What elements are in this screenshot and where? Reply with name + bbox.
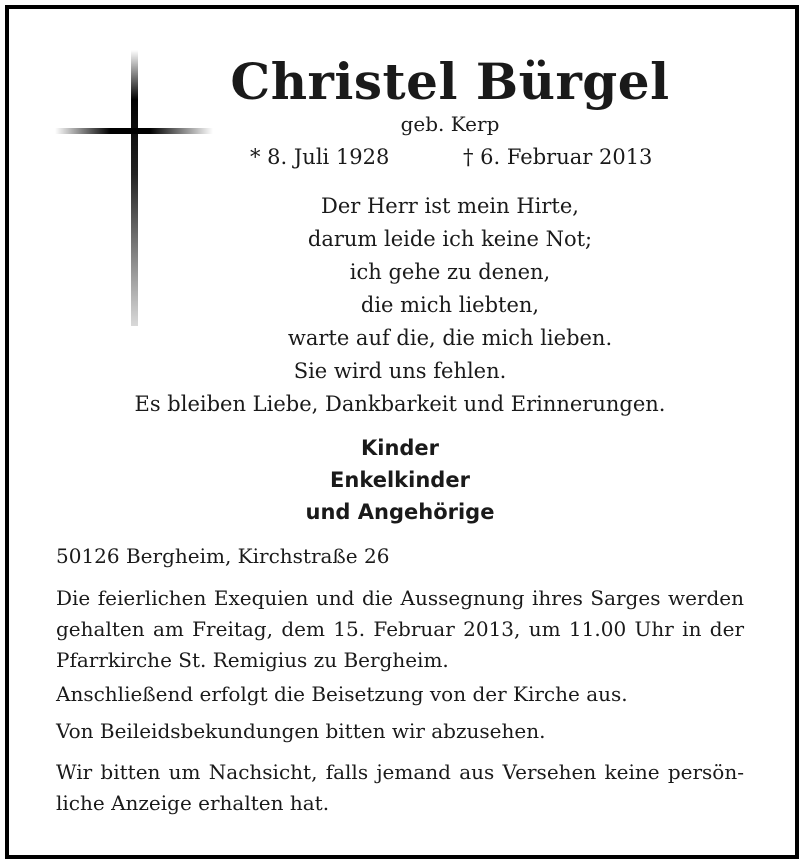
funeral-line: gehalten am Freitag, dem 15. Februar 2013, um 11.00 Uhr in der	[56, 617, 744, 641]
mourner-line: Enkelkinder	[330, 468, 470, 492]
address: 50126 Bergheim, Kirchstraße 26	[56, 544, 390, 568]
funeral-line: Pfarrkirche St. Remigius zu Bergheim.	[56, 648, 449, 672]
closing-line: Sie wird uns fehlen.	[293, 359, 507, 383]
deceased-name: Christel Bürgel	[230, 52, 670, 111]
burial-paragraph: Anschließend erfolgt die Beisetzung von der Kirche aus.	[56, 682, 628, 706]
verse-line: die mich liebten,	[360, 293, 540, 317]
verse-line: warte auf die, die mich lieben.	[287, 326, 613, 350]
apology-paragraph	[56, 757, 744, 819]
bible-verse	[50, 190, 800, 355]
closing-line: Es bleiben Liebe, Dankbarkeit und Erinnerungen.	[134, 392, 666, 416]
verse-line: ich gehe zu denen,	[349, 260, 551, 284]
verse-line: darum leide ich keine Not;	[307, 227, 593, 251]
apology-line: Wir bitten um Nachsicht, falls jemand aus Versehen keine persön-	[56, 760, 744, 784]
apology-line: liche Anzeige erhalten hat.	[56, 791, 330, 815]
mourner-line: Kinder	[360, 436, 440, 460]
maiden-name: geb. Kerp	[400, 112, 500, 136]
mourners	[0, 432, 800, 528]
closing-words	[0, 355, 800, 421]
funeral-line: Die feierlichen Exequien und die Aussegnung ihres Sarges werden	[56, 586, 744, 610]
mourner-line: und Angehörige	[305, 500, 495, 524]
verse-line: Der Herr ist mein Hirte,	[321, 194, 579, 218]
condolences-paragraph: Von Beileidsbekundungen bitten wir abzusehen.	[56, 719, 546, 743]
funeral-paragraph	[56, 583, 744, 676]
death-date: † 6. Februar 2013	[463, 145, 653, 169]
birth-date: * 8. Juli 1928	[250, 145, 390, 169]
